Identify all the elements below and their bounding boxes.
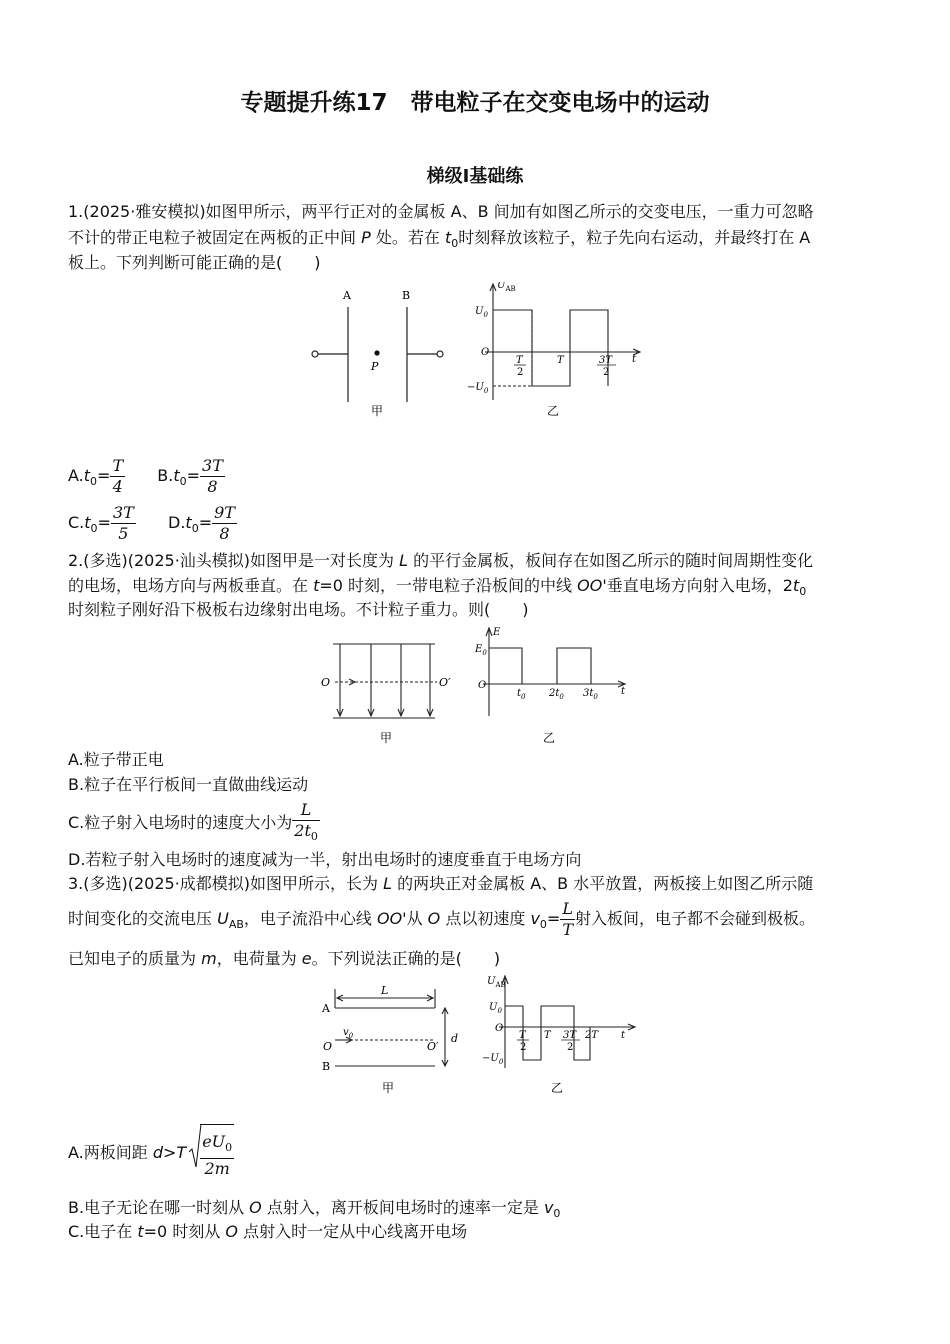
q3-plate-b-label: B — [322, 1060, 331, 1073]
q3-neg-u0-label: $-U_0$ — [482, 1053, 504, 1066]
q3-figure-jia — [335, 989, 448, 1066]
option-c[interactable]: $C.t_0=$ $\frac{3T}{5}$ — [68, 503, 134, 543]
q3-option-b[interactable]: B.电子无论在哪一时刻从 O 点射入，离开板间电场时的速率一定是 $v_0$ — [68, 1198, 561, 1221]
q3-figure — [315, 972, 645, 1100]
q3-line-3: 已知电子的质量为 m，电荷量为 e。下列说法正确的是( ) — [68, 949, 501, 968]
q3-o-prime-label: O′ — [427, 1040, 439, 1053]
q3-u-axis-label: $U_{AB}$ — [487, 976, 506, 989]
tick-3t0: $3t_0$ — [583, 688, 598, 701]
q3-l-label: L — [381, 984, 389, 997]
q3-tick-2t: 2T — [585, 1030, 599, 1041]
q1-figure-jia — [312, 307, 443, 402]
plate-b-label: B — [402, 289, 411, 302]
q2-option-d[interactable]: D.若粒子射入电场时的速度减为一半，射出电场时的速度垂直于电场方向 — [68, 850, 582, 869]
q2-option-c[interactable]: C.粒子射入电场时的速度大小为 $\frac{L}{2t_0}$ — [68, 798, 320, 848]
t-axis-label: t — [632, 354, 637, 365]
q3-tick-t-half-den: 2 — [520, 1042, 527, 1053]
caption-yi: 乙 — [547, 404, 560, 417]
q3-u0-label: $U_0$ — [489, 1002, 502, 1015]
q3-v0-label: $v_0$ — [343, 1027, 354, 1040]
tick-t0: $t_0$ — [517, 688, 526, 701]
q3-tick-3t-half-den: 2 — [567, 1042, 574, 1053]
tick-3t-half-den: 2 — [603, 367, 610, 378]
q2-line-1: 2.(多选)(2025·汕头模拟)如图甲是一对长度为 L 的平行金属板，板间存在如图乙所示的随时间周期性变化 — [68, 551, 814, 570]
q1-line-1: 1.(2025·雅安模拟)如图甲所示，两平行正对的金属板 A、B 间加有如图乙所示的交变电压，一重力可忽略 — [68, 202, 814, 221]
q2-figure-yi — [483, 628, 625, 716]
option-a-fraction: $\frac{T}{4}$ — [112, 456, 124, 496]
q3-v0-fraction: $\frac{L}{T}$ — [562, 899, 573, 939]
q3-d-label: d — [451, 1032, 459, 1045]
q2-option-c-fraction: $\frac{L}{2t_0}$ — [294, 799, 318, 844]
q1-line-2: 不计的带正电粒子被固定在两板的正中间 P 处。若在 $t_0$时刻释放该粒子，粒子先向右运动，并最终打在 A — [68, 228, 811, 251]
tick-3t-half: 3T — [599, 355, 613, 366]
q3-option-a[interactable]: A.两板间距 d>T $\frac{eU_0}{2m}$ — [68, 1124, 234, 1183]
q3-line-2: 时间变化的交流电压 $U_{AB}$，电子流沿中心线 OO'从 O 点以初速度 $v_0=$ $\frac{L}{T}$ 射入板间，电子都不会碰到极板。 — [68, 899, 816, 939]
q2-caption-jia: 甲 — [380, 731, 393, 745]
q2-figure-jia — [333, 644, 437, 718]
option-b-fraction: $\frac{3T}{8}$ — [202, 456, 223, 496]
q1-figure — [305, 282, 650, 417]
option-b[interactable]: $B.t_0=$ $\frac{3T}{8}$ — [157, 456, 223, 496]
q2-line-3: 时刻粒子刚好沿下极板右边缘射出电场。不计粒子重力。则( ) — [68, 600, 529, 619]
tick-t-full: T — [557, 355, 564, 366]
u-axis-label: $U_{AB}$ — [497, 282, 516, 293]
q3-o-label: O — [323, 1040, 333, 1053]
q3-line-1: 3.(多选)(2025·成都模拟)如图甲所示，长为 L 的两块正对金属板 A、B 水平放置，两板接上如图乙所示随 — [68, 874, 814, 893]
plate-a-label: A — [343, 289, 351, 302]
e0-label: $E_0$ — [475, 644, 487, 657]
tick-2t0: $2t_0$ — [549, 688, 564, 701]
q2-figure — [315, 622, 635, 750]
u0-label: $U_0$ — [475, 306, 488, 319]
q2-caption-yi: 乙 — [543, 731, 556, 745]
q3-tick-3t-half: 3T — [563, 1030, 577, 1041]
point-p-label: P — [371, 360, 379, 373]
q2-o-label: O — [321, 676, 331, 689]
q2-line-2: 的电场，电场方向与两板垂直。在 t=0 时刻，一带电粒子沿板间的中线 OO'垂直电场方向射入电场，$2t_0$ — [68, 576, 807, 599]
page-title: 专题提升练17 带电粒子在交变电场中的运动 — [240, 90, 710, 116]
option-d-fraction: $\frac{9T}{8}$ — [214, 503, 235, 543]
sqrt-expression — [188, 1124, 234, 1183]
q3-option-a-fraction: $\frac{eU_0}{2m}$ — [202, 1131, 233, 1179]
q2-option-b[interactable]: B.粒子在平行板间一直做曲线运动 — [68, 775, 309, 794]
q3-origin-label: O — [495, 1023, 504, 1034]
q2-t-axis-label: t — [621, 686, 626, 697]
q3-option-c[interactable]: C.电子在 t=0 时刻从 O 点射入时一定从中心线离开电场 — [68, 1222, 468, 1241]
q1-options-ab — [68, 454, 225, 504]
option-c-fraction: $\frac{3T}{5}$ — [112, 503, 134, 543]
q1-figure-yi — [485, 284, 640, 400]
sqrt-sign-icon — [188, 1122, 202, 1172]
option-a[interactable]: $A.t_0=$ $\frac{T}{4}$ — [68, 456, 124, 496]
e-axis-label: E — [493, 627, 501, 638]
caption-jia: 甲 — [371, 404, 384, 417]
q3-caption-jia: 甲 — [382, 1081, 395, 1095]
q3-tick-t-half: T — [519, 1030, 526, 1041]
q2-origin-label: O — [478, 680, 487, 691]
q3-figure-yi — [499, 976, 635, 1068]
q2-o-prime-label: O′ — [439, 676, 451, 689]
q2-option-a[interactable]: A.粒子带正电 — [68, 750, 164, 769]
q3-caption-yi: 乙 — [551, 1081, 564, 1095]
option-d[interactable]: $D.t_0=$ $\frac{9T}{8}$ — [168, 503, 235, 543]
q3-t-axis-label: t — [621, 1030, 626, 1041]
q1-line-3: 板上。下列判断可能正确的是( ) — [68, 253, 321, 272]
origin-label: O — [481, 347, 490, 358]
q3-tick-t-full: T — [544, 1030, 551, 1041]
q3-plate-a-label: A — [322, 1002, 330, 1015]
q1-options-cd — [68, 501, 237, 551]
tick-t-half: T — [516, 355, 523, 366]
tick-t-half-den: 2 — [517, 367, 524, 378]
neg-u0-label: $-U_0$ — [467, 382, 489, 395]
section-subtitle: 梯级Ⅰ基础练 — [426, 166, 524, 187]
